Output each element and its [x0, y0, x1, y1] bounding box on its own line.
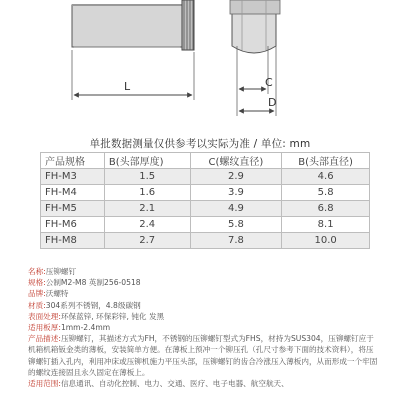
info-description-label: 产品描述: — [28, 334, 61, 344]
header-head-thickness: B(头部厚度) — [104, 153, 190, 169]
cell-head-thickness: 1.6 — [104, 185, 190, 201]
cell-head-thickness: 2.1 — [104, 201, 190, 217]
info-brand-label: 品牌: — [28, 289, 46, 299]
cell-head-thickness: 2.4 — [104, 217, 190, 233]
info-thickness-row — [28, 322, 380, 333]
info-spec-row — [28, 277, 380, 288]
cell-model: FH-M5 — [41, 201, 105, 217]
info-use-row — [28, 378, 380, 389]
header-model: 产品规格 — [41, 153, 105, 169]
cell-model: FH-M3 — [41, 169, 105, 185]
cell-model: FH-M8 — [41, 233, 105, 249]
info-description-row — [28, 333, 380, 378]
table-row — [41, 233, 370, 249]
press-screw-drawing — [0, 0, 400, 135]
cell-thread-diameter: 5.8 — [190, 217, 282, 233]
info-finish-value: 环保蓝锌, 环保彩锌, 钝化 发黑 — [60, 311, 165, 321]
cell-head-thickness: 2.7 — [104, 233, 190, 249]
table-header-row — [41, 153, 370, 169]
dimension-label-c: C — [265, 76, 273, 89]
info-name-label: 名称: — [28, 267, 46, 276]
table-row — [41, 169, 370, 185]
cell-thread-diameter: 3.9 — [190, 185, 282, 201]
table-row — [41, 185, 370, 201]
side-view — [72, 0, 194, 100]
info-spec-value: 公制M2-M8 英制256-0518 — [45, 278, 141, 288]
cell-head-diameter: 10.0 — [282, 233, 370, 249]
table-row — [41, 217, 370, 233]
info-finish-label: 表面处理: — [28, 311, 61, 321]
measurement-note: 单批数据测量仅供参考以实际为准 / 单位: mm — [89, 138, 311, 150]
info-spec-label: 规格: — [28, 278, 46, 288]
cell-head-thickness: 1.5 — [104, 169, 190, 185]
cell-thread-diameter: 7.8 — [190, 233, 282, 249]
cell-head-diameter: 8.1 — [282, 217, 370, 233]
info-name-value: 压铆螺钉 — [45, 267, 77, 276]
info-material-value: 304系列不锈钢，4.8级碳钢 — [45, 300, 141, 310]
table-row — [41, 201, 370, 217]
dimension-label-d: D — [268, 96, 277, 109]
cell-model: FH-M6 — [41, 217, 105, 233]
end-view — [230, 0, 280, 116]
info-thickness-label: 适用板厚: — [28, 323, 61, 333]
cell-model: FH-M4 — [41, 185, 105, 201]
info-use-label: 适用范围: — [28, 379, 61, 389]
header-head-diameter: B(头部直径) — [282, 153, 370, 169]
spec-table — [40, 152, 370, 249]
header-thread-diameter: C(螺纹直径) — [190, 153, 282, 169]
info-thickness-value: 1mm-2.4mm — [60, 323, 111, 333]
info-description-value: 压铆螺钉，其描述方式为FH，不锈钢的压铆螺钉型式为FHS，材持为SUS304，压铆螺钉应于机箱机箱钣金类的薄板，安装简单方便。在薄板上预冲一个铆压孔（孔尺寸参考下面的技术资料），将压铆螺钉插入孔内，利用冲床或压铆机施力平压头部，压铆螺钉的齿合冷涨压入薄板内，从而形成一个牢固的螺纹连接固且永久固定在薄板上。 — [28, 334, 378, 377]
cell-thread-diameter: 4.9 — [190, 201, 282, 217]
info-brand-row — [28, 288, 380, 299]
dimension-label-l: L — [124, 80, 131, 93]
info-name-row — [28, 266, 380, 277]
cell-head-diameter: 5.8 — [282, 185, 370, 201]
cell-head-diameter: 6.8 — [282, 201, 370, 217]
product-info — [28, 266, 380, 389]
info-finish-row — [28, 311, 380, 322]
info-use-value: 信息通讯、自动化控制、电力、交通、医疗、电子电器、航空航天、 — [60, 379, 289, 389]
info-material-label: 材质: — [28, 300, 46, 310]
info-material-row — [28, 300, 380, 311]
cell-thread-diameter: 2.9 — [190, 169, 282, 185]
info-brand-value: 沃螺特 — [45, 289, 69, 299]
cell-head-diameter: 4.6 — [282, 169, 370, 185]
